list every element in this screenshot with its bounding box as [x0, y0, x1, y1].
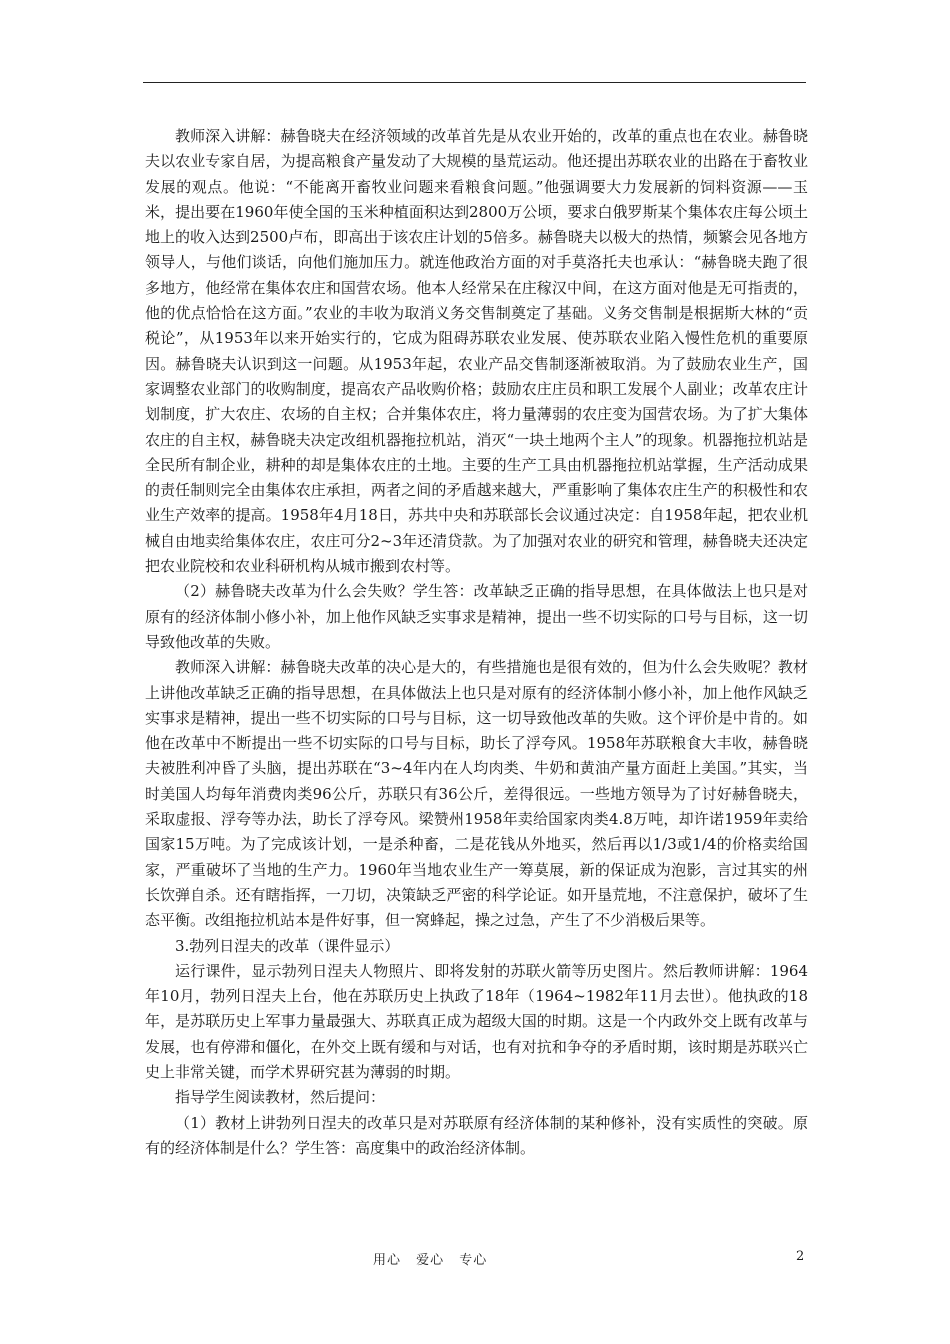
document-body	[145, 124, 808, 1161]
section-heading-brezhnev: 3.勃列日涅夫的改革（课件显示）	[175, 936, 400, 955]
paragraph-khrushchev-agriculture: 教师深入讲解：赫鲁晓夫在经济领域的改革首先是从农业开始的，改革的重点也在农业。赫鲁晓夫以农业专家自居，为提高粮食产量发动了大规模的垦荒运动。他还提出苏联农业的出路在于畜牧业发展的观点。他说：“不能离开畜牧业问题来看粮食问题。”他强调要大力发展新的饲料资源——玉米，提出要在1960年使全国的玉米种植面积达到2800万公顷，要求白俄罗斯某个集体农庄每公顷土地上的收入达到2500卢布，即高出于该农庄计划的5倍多。赫鲁晓夫以极大的热情，频繁会见各地方领导人，与他们谈话，向他们施加压力。就连他政治方面的对手莫洛托夫也承认：“赫鲁晓夫跑了很多地方，他经常在集体农庄和国营农场。他本人经常呆在庄稼汉中间，在这方面对他是无可指责的，他的优点恰恰在这方面。”农业的丰收为取消义务交售制奠定了基础。义务交售制是根据斯大林的“贡税论”，从1953年以来开始实行的，它成为阻碍苏联农业发展、使苏联农业陷入慢性危机的重要原因。赫鲁晓夫认识到这一问题。从1953年起，农业产品交售制逐渐被取消。为了鼓励农业生产，国家调整农业部门的收购制度，提高农产品收购价格；鼓励农庄庄员和职工发展个人副业；改革农庄计划制度，扩大农庄、农场的自主权；合并集体农庄，将力量薄弱的农庄变为国营农场。为了扩大集体农庄的自主权，赫鲁晓夫决定改组机器拖拉机站，消灭“一块土地两个主人”的现象。机器拖拉机站是全民所有制企业，耕种的却是集体农庄的土地。主要的生产工具由机器拖拉机站掌握，生产活动成果的责任制则完全由集体农庄承担，两者之间的矛盾越来越大，严重影响了集体农庄生产的积极性和农业生产效率的提高。1958年4月18日，苏共中央和苏联部长会议通过决定：自1958年起，把农业机械自由地卖给集体农庄，农庄可分2~3年还清贷款。为了加强对农业的研究和管理，赫鲁晓夫还决定把农业院校和农业科研机构从城市搬到农村等。	[145, 127, 808, 576]
footer-motto: 用心 爱心 专心	[373, 1253, 488, 1268]
page-footer	[0, 1249, 950, 1269]
header-rule	[143, 82, 806, 83]
paragraph-khrushchev-failure: 教师深入讲解：赫鲁晓夫改革的决心是大的，有些措施也是很有效的，但为什么会失败呢？教材上讲他改革缺乏正确的指导思想，在具体做法上也只是对原有的经济体制小修小补，加上他作风缺乏实事求是精神，提出一些不切实际的口号与目标，这一切导致他改革的失败。这个评价是中肯的。如他在改革中不断提出一些不切实际的口号与目标，助长了浮夸风。1958年苏联粮食大丰收，赫鲁晓夫被胜利冲昏了头脑，提出苏联在“3~4年内在人均肉类、牛奶和黄油产量方面赶上美国。”其实，当时美国人均每年消费肉类96公斤，苏联只有36公斤，差得很远。一些地方领导为了讨好赫鲁晓夫，采取虚报、浮夸等办法，助长了浮夸风。梁赞州1958年卖给国家肉类4.8万吨，却许诺1959年卖给国家15万吨。为了完成该计划，一是杀种畜，二是花钱从外地买，然后再以1/3或1/4的价格卖给国家，严重破坏了当地的生产力。1960年当地农业生产一筹莫展，新的保证成为泡影，言过其实的州长饮弹自杀。还有瞎指挥，一刀切，决策缺乏严密的科学论证。如开垦荒地，不注意保护，破坏了生态平衡。改组拖拉机站本是件好事，但一窝蜂起，操之过急，产生了不少消极后果等。	[145, 658, 808, 930]
paragraph-brezhnev-intro: 运行课件，显示勃列日涅夫人物照片、即将发射的苏联火箭等历史图片。然后教师讲解：1964年10月，勃列日涅夫上台，他在苏联历史上执政了18年（1964~1982年11月去世）。他执政的18年，是苏联历史上军事力量最强大、苏联真正成为超级大国的时期。这是一个内政外交上既有改革与发展，也有停滞和僵化，在外交上既有缓和与对话，也有对抗和争夺的矛盾时期，该时期是苏联兴亡史上非常关键，而学术界研究甚为薄弱的时期。	[145, 961, 808, 1081]
paragraph-question-1: （1）教材上讲勃列日涅夫的改革只是对苏联原有经济体制的某种修补，没有实质性的突破。原有的经济体制是什么？学生答：高度集中的政治经济体制。	[145, 1113, 808, 1157]
page-number: 2	[796, 1249, 805, 1264]
paragraph-question-2: （2）赫鲁晓夫改革为什么会失败？学生答：改革缺乏正确的指导思想，在具体做法上也只是对原有的经济体制小修小补，加上他作风缺乏实事求是精神，提出一些不切实际的口号与目标，这一切导致他改革的失败。	[145, 582, 808, 651]
paragraph-reading-guide: 指导学生阅读教材，然后提问：	[175, 1088, 386, 1107]
